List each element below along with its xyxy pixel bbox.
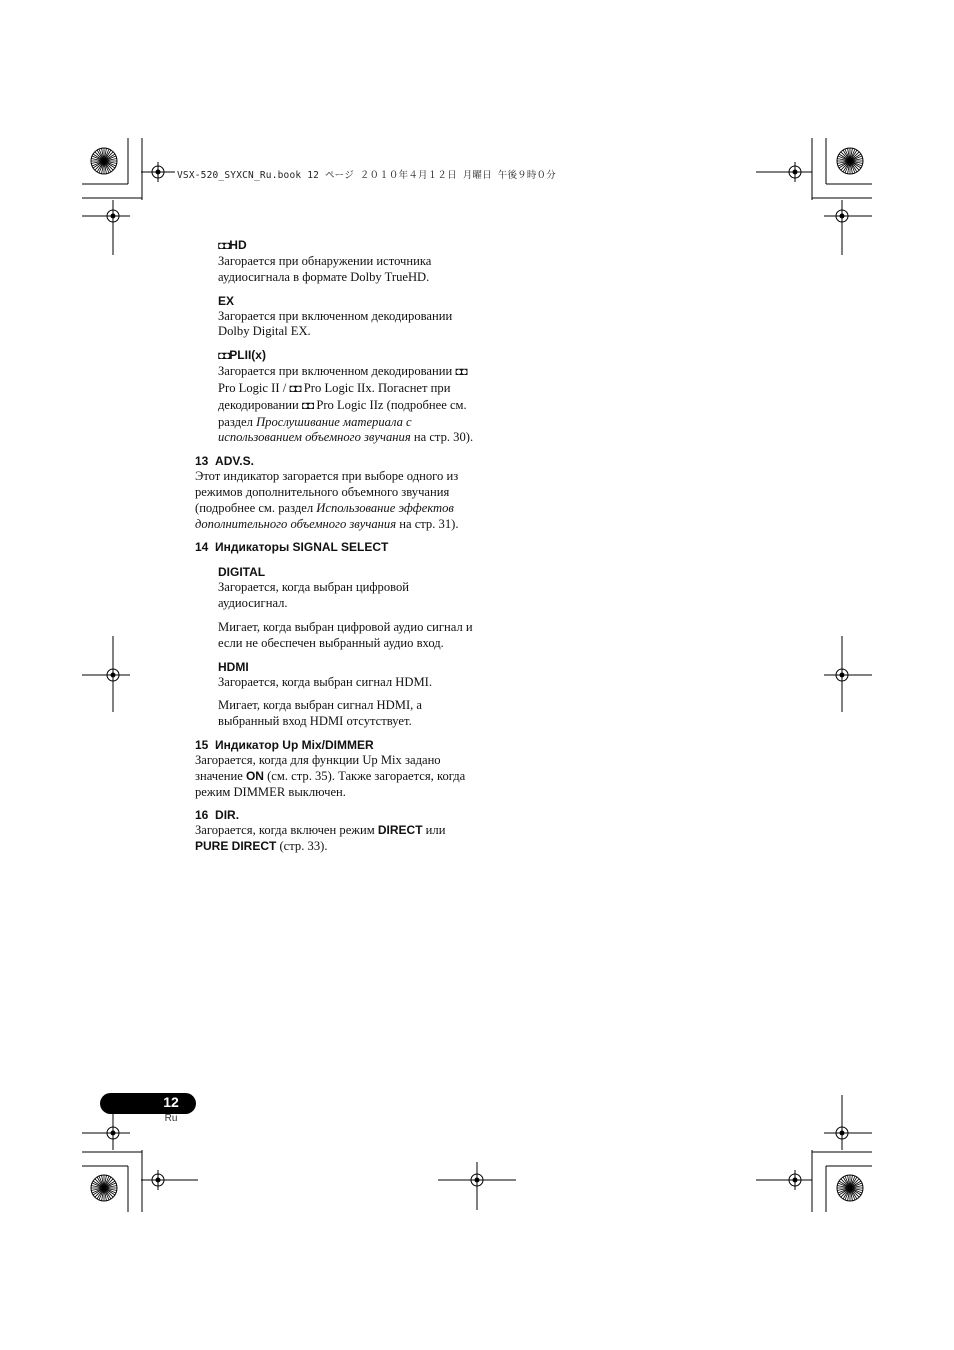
dolby-logo-icon: ◘◘ [289, 382, 301, 395]
language-code: Ru [164, 1113, 178, 1124]
page-number: 12 [163, 1094, 179, 1110]
subsection-text: Мигает, когда выбран цифровой аудио сигнал и если не обеспечен выбранный аудио вход. [218, 619, 473, 650]
subsection-hdmi [195, 660, 475, 730]
section-dir [195, 808, 475, 855]
section-text: Загорается, когда включен режим DIRECT или PURE DIRECT (стр. 33). [195, 823, 446, 854]
subsection-text: Загорается, когда выбран цифровой аудиосигнал. [218, 580, 410, 611]
cross-reference: Прослушивание материала с использованием объемного звучания [218, 414, 412, 445]
section-truehd [195, 238, 475, 286]
section-heading: 13 ADV.S. [195, 454, 254, 469]
subsection-heading: DIGITAL [218, 565, 266, 580]
section-heading: ◘◘PLII(x) [218, 348, 266, 363]
content-column [195, 238, 475, 855]
section-heading: 16 DIR. [195, 808, 240, 823]
section-text: Загорается, когда для функции Up Mix задано значение ON (см. стр. 35). Также загорается, когда режим DIMMER выключен. [195, 752, 466, 799]
dolby-logo-icon: ◘◘ [455, 366, 467, 379]
section-ex [195, 294, 475, 341]
subsection-text: Мигает, когда выбран сигнал HDMI, а выбранный вход HDMI отсутствует. [218, 698, 423, 729]
section-heading: EX [218, 293, 235, 308]
registration-star-top-right [837, 148, 863, 174]
section-text: Загорается при включенном декодировании Dolby Digital EX. [218, 308, 453, 339]
registration-star-top-left [91, 148, 117, 174]
print-header: VSX-520_SYXCN_Ru.book 12 ページ ２０１０年４月１２日 月曜日 午後９時０分 [177, 170, 556, 181]
registration-star-bottom-left [91, 1175, 117, 1201]
section-upmix [195, 738, 475, 800]
section-text: Загорается при обнаружении источника аудиосигнала в формате Dolby TrueHD. [218, 254, 432, 284]
subsection-digital [195, 565, 475, 651]
subsection-heading: HDMI [218, 659, 249, 674]
registration-star-bottom-right [837, 1175, 863, 1201]
section-heading: 15 Индикатор Up Mix/DIMMER [195, 737, 374, 752]
subsection-text: Загорается, когда выбран сигнал HDMI. [218, 674, 433, 689]
section-advs [195, 454, 475, 532]
cross-reference: Использование эффектов дополнительного объемного звучания [195, 500, 454, 531]
section-text: Этот индикатор загорается при выборе одного из режимов дополнительного объемного звучания (подробнее см. раздел Использование эффектов дополнительного объемного звучания на стр. 31). [195, 469, 459, 531]
section-signal-select [195, 540, 475, 730]
dolby-logo-icon: ◘◘ [301, 399, 314, 412]
section-text: Загорается при включенном декодировании ◘◘ Pro Logic II / ◘◘ Pro Logic IIx. Погаснет при декодировании ◘◘ Pro Logic IIz (подробнее см. раздел Прослушивание материала с использованием объемного звучания на стр. 30). [218, 364, 474, 445]
dolby-logo-icon: ◘◘ [218, 240, 230, 252]
section-pliix [195, 348, 475, 446]
section-heading: ◘◘HD [218, 238, 247, 252]
dolby-logo-icon: ◘◘ [218, 350, 230, 363]
section-heading: 14 Индикаторы SIGNAL SELECT [195, 540, 389, 555]
